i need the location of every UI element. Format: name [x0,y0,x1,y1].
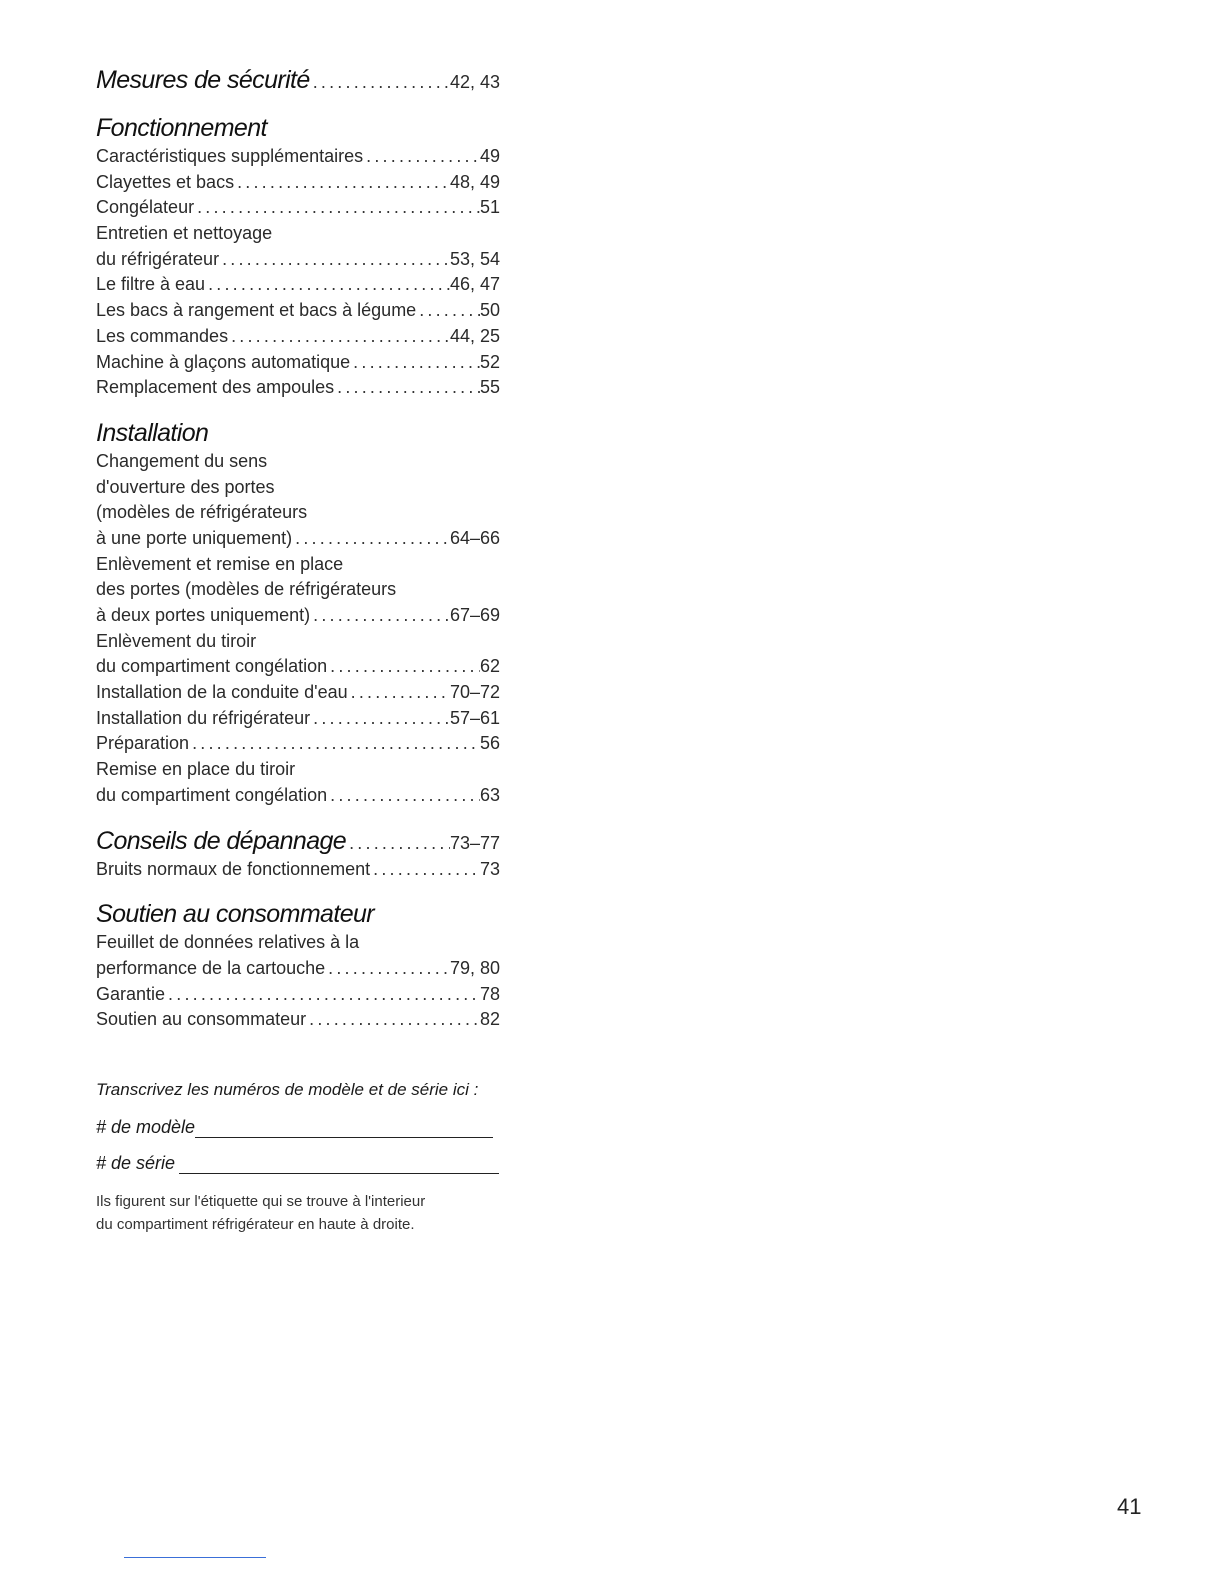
entry-label: performance de la cartouche [96,957,326,978]
toc-entry [96,603,500,629]
toc-entry [96,350,500,376]
dot-leader [310,706,450,732]
section-title: Fonctionnement [96,114,267,142]
entry-label: d'ouverture des portes [96,476,275,497]
page-reference: 53, 54 [449,248,500,269]
toc-entry [96,552,500,578]
page-reference: 62 [479,656,500,677]
model-serial-block [96,1078,576,1236]
section-title: Soutien au consommateur [96,900,375,929]
entry-label: Le filtre à eau [96,274,206,295]
section-fonctionnement [96,112,500,401]
page-reference: 52 [479,351,500,372]
dot-leader [346,827,450,859]
page-reference: 55 [479,377,500,398]
entry-label: Soutien au consommateur [96,1009,307,1030]
entry-label: Bruits normaux de fonctionnement [96,858,371,879]
entry-label: Feuillet de données relatives à la [96,932,360,953]
dot-leader [416,298,480,324]
serial-heading: Transcrivez les numéros de modèle et de série ici : [96,1080,479,1099]
entry-label: Préparation [96,733,190,754]
entry-label: Installation du réfrigérateur [96,707,311,728]
entry-label: (modèles de réfrigérateurs [96,502,308,523]
page-reference: 63 [479,784,500,805]
page-number: 41 [1117,1494,1142,1519]
note-line: Ils figurent sur l'étiquette qui se trouve à l'interieur [96,1193,426,1210]
dot-leader [310,66,450,98]
toc-entry [96,526,500,552]
dot-leader [228,324,450,350]
page-reference: 50 [479,300,500,321]
toc-entry [96,324,500,350]
section-title: Installation [96,418,209,447]
entry-label: Machine à glaçons automatique [96,351,351,372]
toc-entry [96,654,500,680]
entry-label: Changement du sens [96,450,268,471]
page-reference: 73–77 [449,832,500,853]
serial-number-field [96,1150,576,1174]
dot-leader [348,680,450,706]
page-reference: 56 [479,733,500,754]
toc-entry [96,298,500,324]
section-installation [96,417,500,809]
entry-label: à une porte uniquement) [96,527,293,548]
entry-label: Entretien et nettoyage [96,223,273,244]
entry-label: à deux portes uniquement) [96,605,311,625]
toc-entry [96,680,500,706]
page-reference: 46, 47 [449,274,500,295]
entry-label: du compartiment congélation [96,784,328,805]
toc-entry [96,170,500,196]
page-reference: 73 [479,858,500,879]
dot-leader [350,350,480,376]
page-reference: 44, 25 [449,325,500,346]
entry-label: Remplacement des ampoules [96,377,335,398]
entry-label: Clayettes et bacs [96,171,235,192]
toc-entry [96,195,500,221]
toc-entry [96,857,500,883]
page-reference: 82 [479,1009,500,1030]
section-conseils-de-depannage [96,825,500,883]
entry-label: Congélateur [96,197,195,218]
entry-label: Installation de la conduite d'eau [96,682,348,703]
dot-leader [219,247,450,273]
entry-label: Caractéristiques supplémentaires [96,146,364,166]
toc-entry [96,956,500,982]
dot-leader [165,982,480,1008]
dot-leader [334,375,480,401]
table-of-contents [96,64,500,1049]
entry-label: du compartiment congélation [96,656,328,677]
page-reference: 70–72 [449,682,500,703]
entry-label: Les bacs à rangement et bacs à légume [96,300,417,321]
dot-leader [234,170,450,196]
page-reference: 67–69 [449,605,500,625]
toc-entry [96,475,500,501]
toc-entry [96,930,500,956]
entry-label: Remise en place du tiroir [96,759,296,780]
page-reference: 49 [479,146,500,166]
model-number-label: # de modèle [96,1117,196,1137]
section-mesures-de-securite [96,64,500,96]
toc-entry [96,221,500,247]
toc-entry [96,783,500,809]
dot-leader [205,272,450,298]
section-title: Conseils de dépannage [96,826,347,855]
dot-leader [310,603,450,629]
page-reference: 57–61 [449,707,500,728]
toc-entry [96,577,500,603]
section-soutien-au-consommateur [96,898,500,1033]
toc-entry [96,144,500,170]
page-reference: 51 [479,197,500,218]
serial-number-line [179,1155,499,1174]
toc-entry [96,706,500,732]
dot-leader [327,654,480,680]
model-number-field [96,1114,576,1138]
page-reference: 48, 49 [449,171,500,192]
toc-entry [96,629,500,655]
footer-rule [124,1557,266,1558]
toc-entry [96,1007,500,1033]
entry-label: Enlèvement et remise en place [96,553,344,574]
page-reference: 79, 80 [449,957,500,978]
toc-heading-row [96,825,500,857]
dot-leader [370,857,480,883]
toc-entry [96,757,500,783]
entry-label: Enlèvement du tiroir [96,630,257,651]
entry-label: Les commandes [96,325,229,346]
dot-leader [292,526,450,552]
entry-label: du réfrigérateur [96,248,220,269]
note-line: du compartiment réfrigérateur en haute à droite. [96,1216,415,1233]
dot-leader [306,1007,480,1033]
dot-leader [194,195,480,221]
toc-entry [96,247,500,273]
toc-entry [96,731,500,757]
dot-leader [189,731,480,757]
model-number-line [195,1119,493,1138]
toc-entry [96,982,500,1008]
label-location-note [96,1190,576,1236]
dot-leader [363,144,480,170]
page-reference: 64–66 [449,527,500,548]
toc-entry [96,272,500,298]
page-reference: 78 [479,983,500,1004]
page-reference: 42, 43 [449,72,500,92]
entry-label: Garantie [96,983,166,1004]
toc-entry [96,375,500,401]
dot-leader [325,956,450,982]
dot-leader [327,783,480,809]
toc-entry [96,449,500,475]
toc-heading-row [96,64,500,96]
section-title: Mesures de sécurité [96,66,310,94]
serial-number-label: # de série [96,1153,176,1173]
toc-entry [96,500,500,526]
entry-label: des portes (modèles de réfrigérateurs [96,579,397,600]
